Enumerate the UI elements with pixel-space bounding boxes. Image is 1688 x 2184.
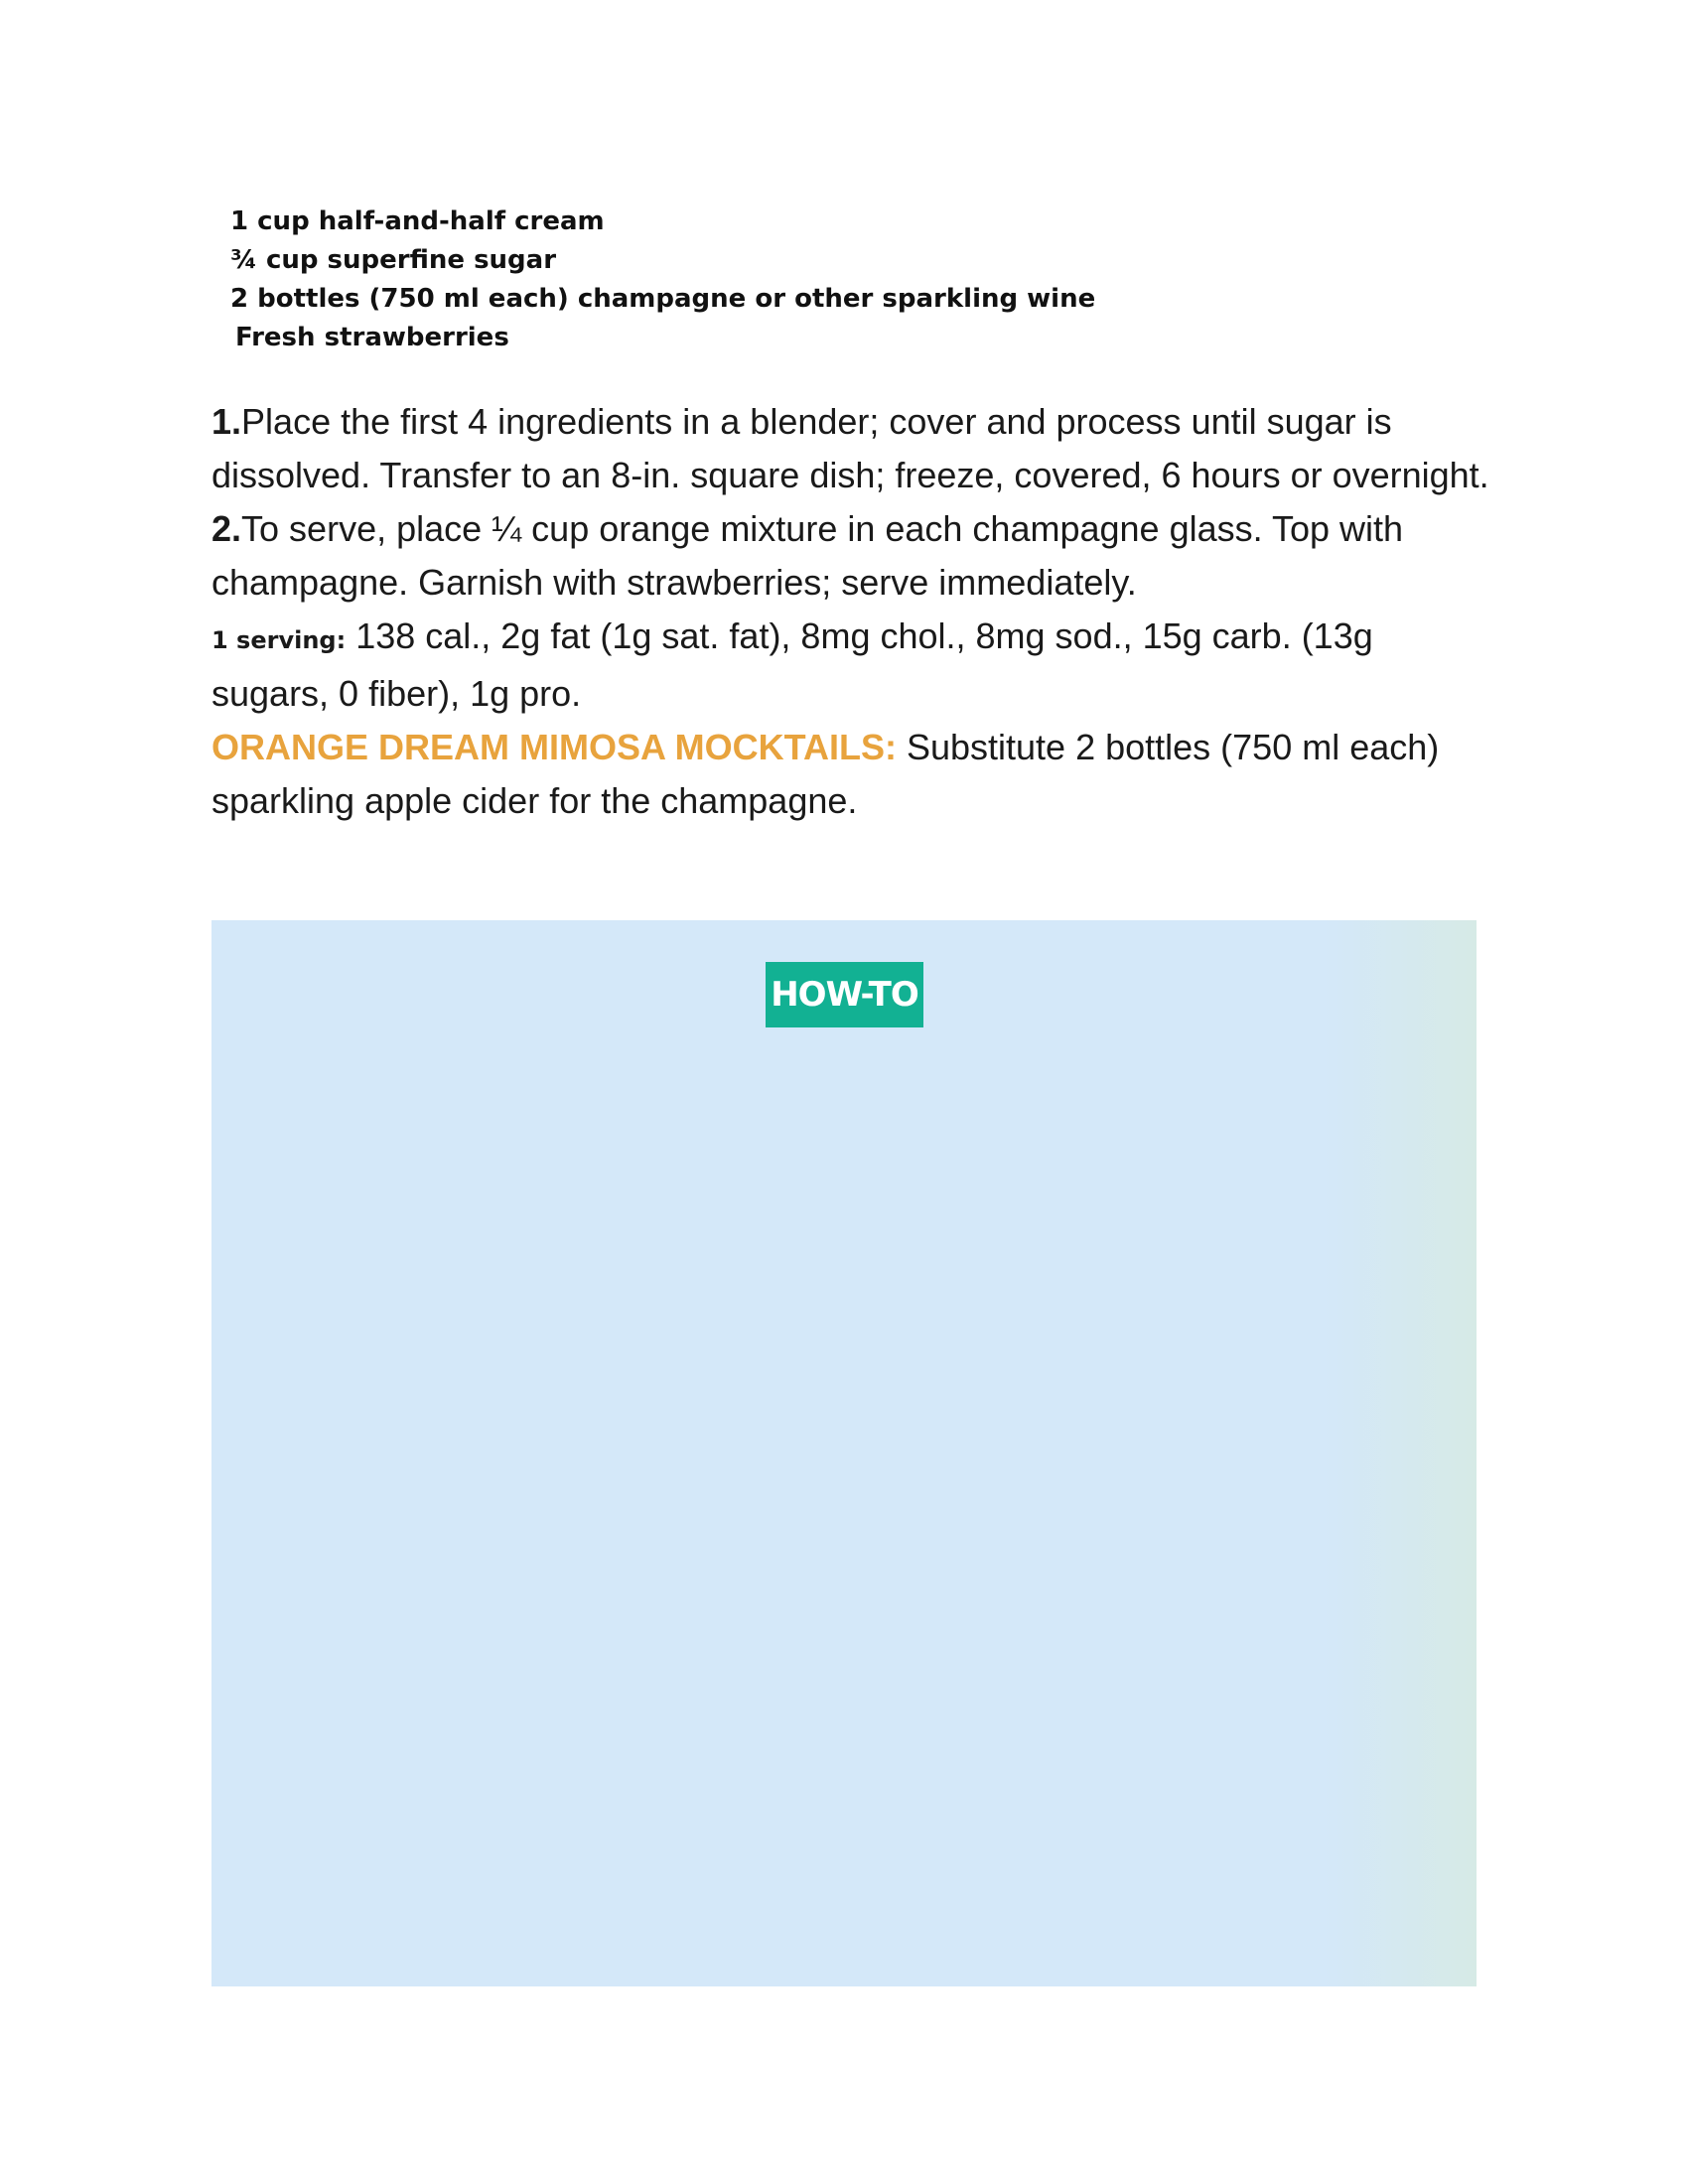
howto-badge: HOW-TO [766, 962, 923, 1027]
ingredient-list [230, 203, 1422, 357]
step-number: 1. [211, 401, 242, 442]
step-number: 2. [211, 508, 242, 549]
variation-note [211, 721, 1492, 828]
nutrition-facts [211, 610, 1492, 721]
variation-title: ORANGE DREAM MIMOSA MOCKTAILS: [211, 727, 897, 767]
ingredient-item: ¾ cup superfine sugar [230, 245, 557, 275]
ingredient-item: 1 cup half-and-half cream [230, 206, 605, 236]
step-2 [211, 502, 1492, 610]
serving-label: 1 serving: [211, 626, 347, 654]
step-text: Place the first 4 ingredients in a blender; cover and process until sugar is dissolved. Transfer to an 8-in. square dish; freeze, covered, 6 hours or overnight. [211, 401, 1489, 495]
ingredient-item: 2 bottles (750 ml each) champagne or other sparkling wine [230, 284, 1096, 314]
step-text: To serve, place ¼ cup orange mixture in each champagne glass. Top with champagne. Garnish with strawberries; serve immediately. [211, 508, 1404, 603]
nutrition-text: 138 cal., 2g fat (1g sat. fat), 8mg chol., 8mg sod., 15g carb. (13g sugars, 0 fiber), 1g pro. [211, 615, 1373, 714]
recipe-directions [211, 395, 1492, 828]
variation-text: Substitute 2 bottles (750 ml each) sparkling apple cider for the champagne. [211, 727, 1440, 821]
howto-panel [211, 920, 1477, 1986]
step-1 [211, 395, 1492, 502]
ingredient-item: Fresh strawberries [235, 323, 509, 352]
